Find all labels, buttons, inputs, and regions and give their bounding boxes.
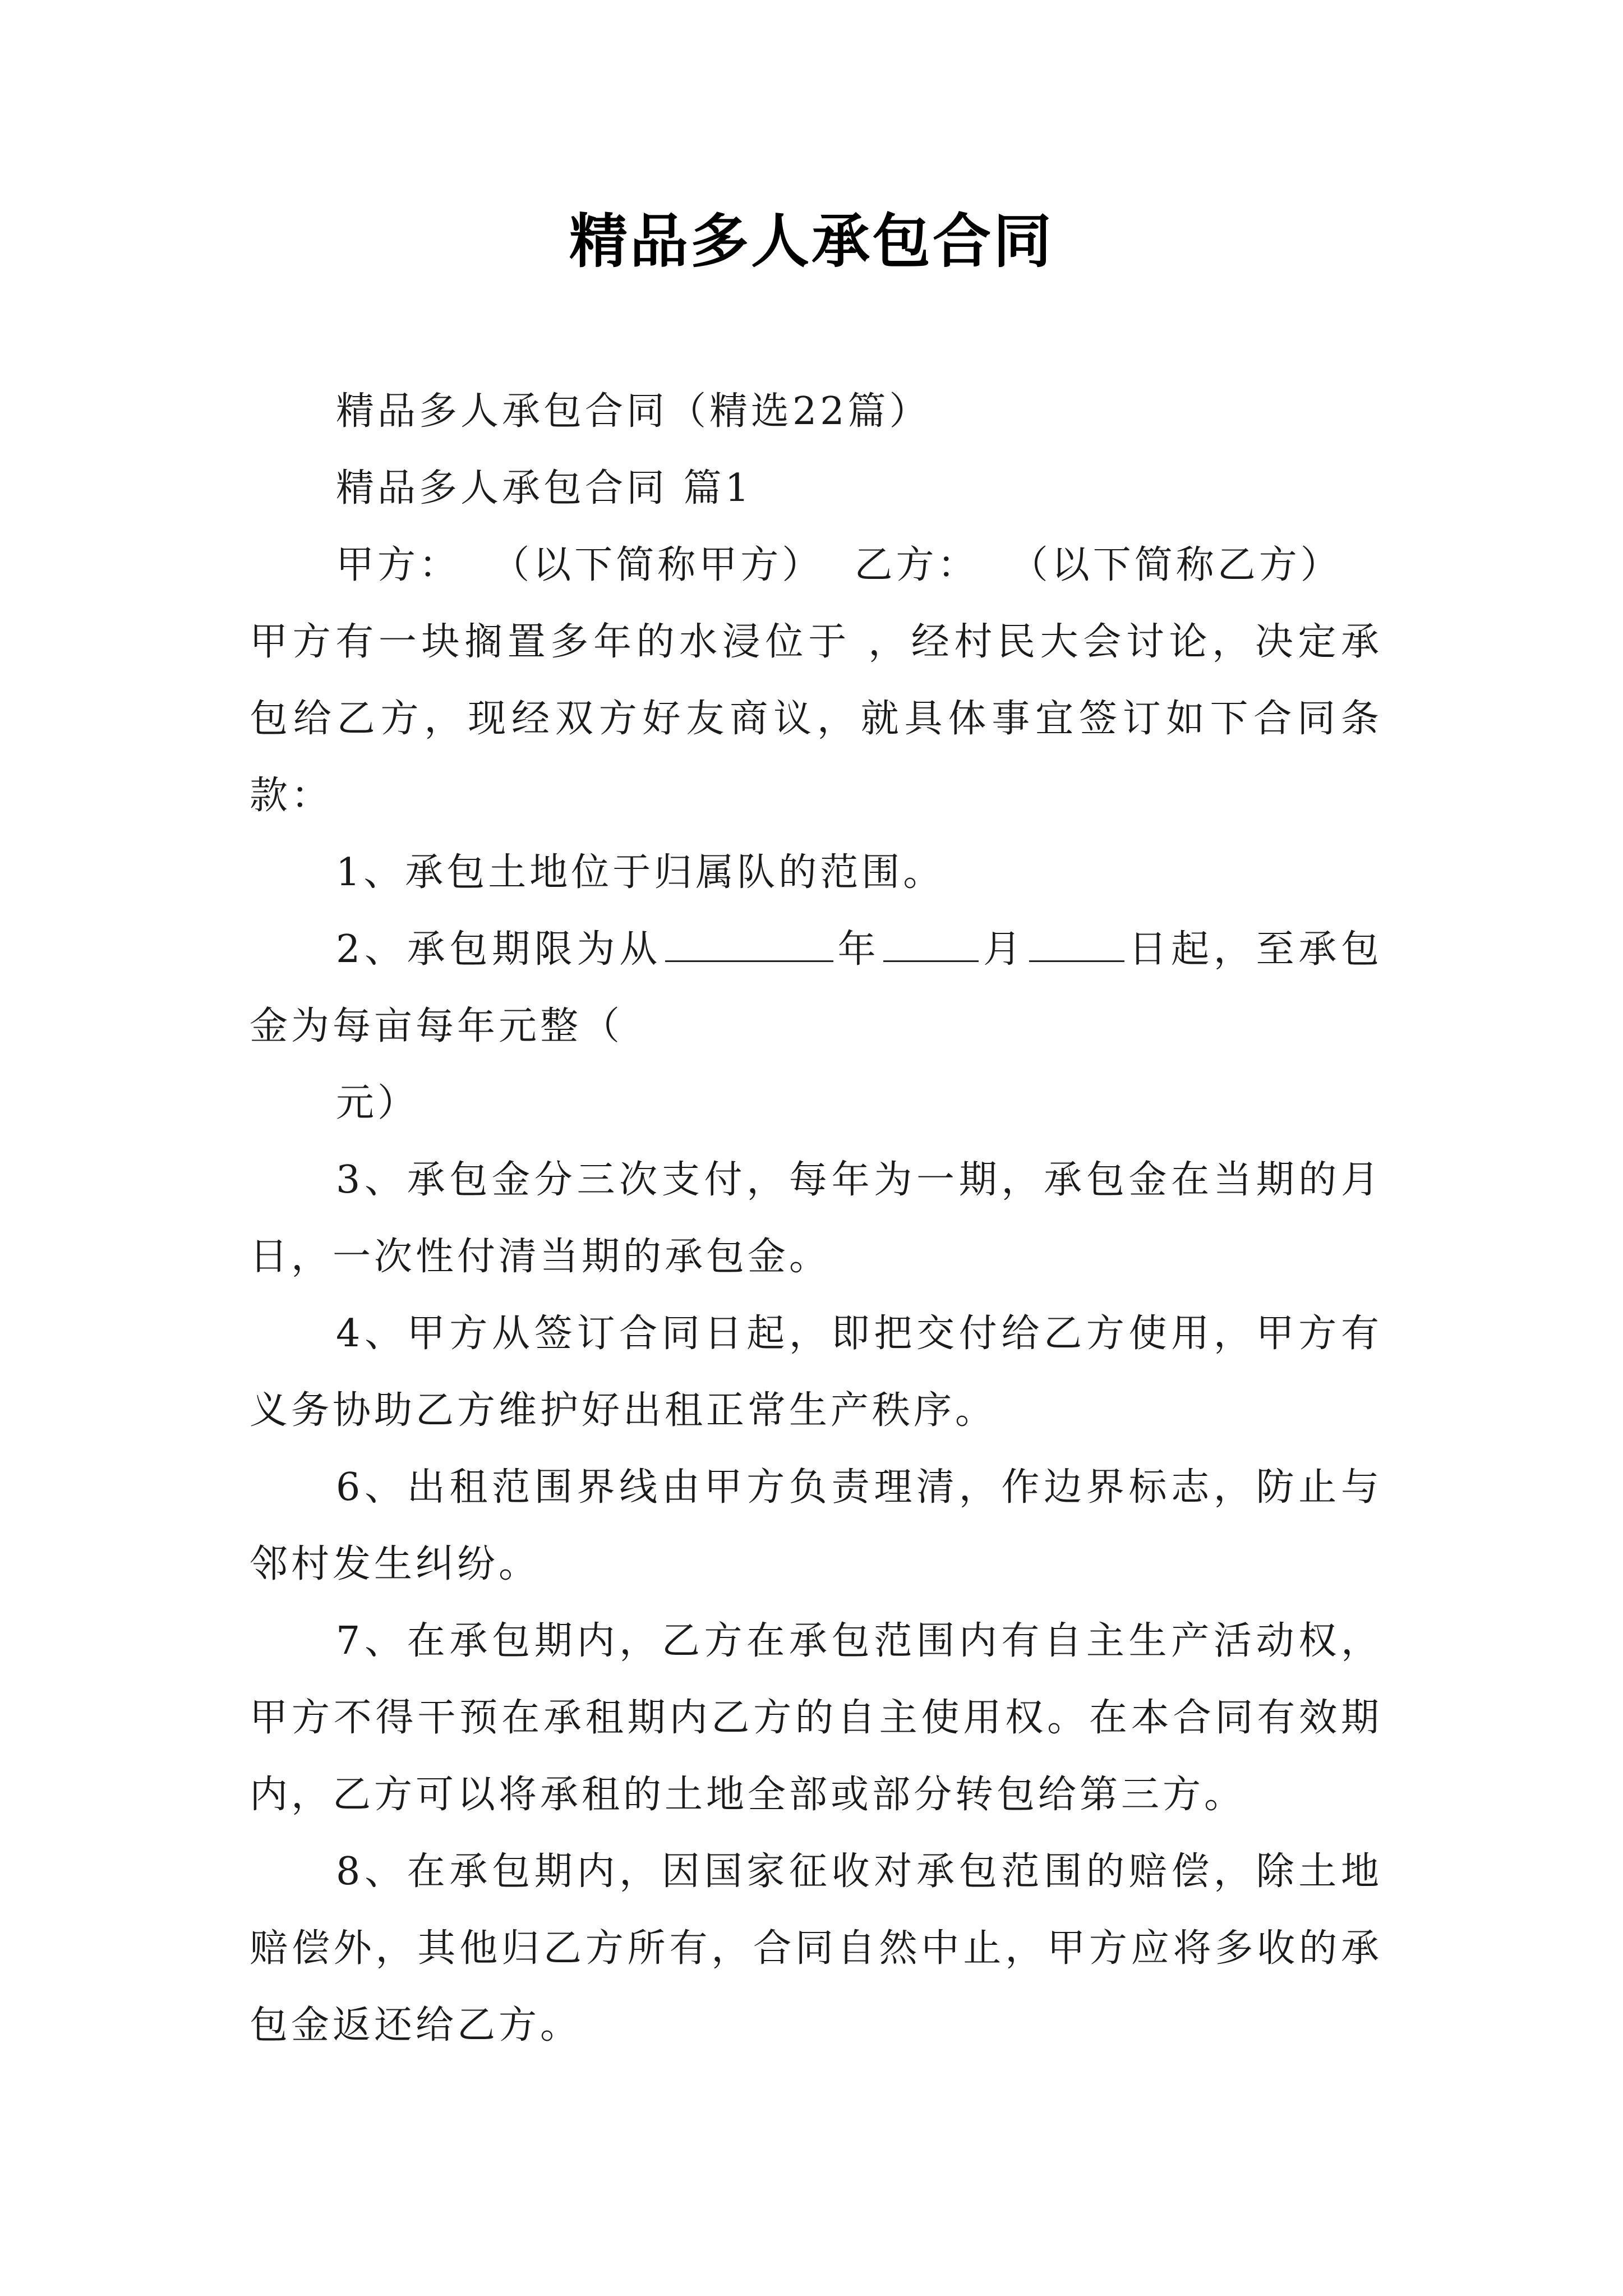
clause-6: 6、出租范围界线由甲方负责理清，作边界标志，防止与邻村发生纠纷。 [250, 1465, 1382, 1586]
document-body [250, 373, 1382, 2064]
day-blank [1029, 927, 1124, 962]
clause-4: 4、甲方从签订合同日起，即把交付给乙方使用，甲方有义务协助乙方维护好出租正常生产秩序。 [250, 1312, 1382, 1433]
clause-2-text-a: 2、承包期限为从 [336, 927, 662, 972]
clause-2-text-b: 日起，至承包金为每亩每年元整（ [250, 927, 1382, 1048]
intro-paragraph: 甲方有一块搁置多年的水浸位于 ，经村民大会讨论，决定承包给乙方，现经双方好友商议，就具体事宜签订如下合同条款： [250, 620, 1382, 818]
clause-2-month-label: 月 [982, 927, 1026, 972]
clause-2 [250, 911, 1382, 1065]
clause-7: 7、在承包期内，乙方在承包范围内有自主生产活动权，甲方不得干预在承租期内乙方的自主使用权。在本合同有效期内，乙方可以将承租的土地全部或部分转包给第三方。 [250, 1619, 1382, 1817]
clause-8: 8、在承包期内，因国家征收对承包范围的赔偿，除土地赔偿外，其他归乙方所有，合同自然中止，甲方应将多收的承包金返还给乙方。 [250, 1849, 1382, 2047]
parties-line: 甲方： （以下简称甲方） 乙方： （以下简称乙方） [336, 543, 1342, 587]
clause-1: 1、承包土地位于归属队的范围。 [336, 850, 945, 895]
clause-3: 3、承包金分三次支付，每年为一期，承包金在当期的月日，一次性付清当期的承包金。 [250, 1158, 1382, 1279]
month-blank [883, 927, 979, 962]
clause-2-continued: 元） [336, 1081, 419, 1125]
year-blank [665, 927, 833, 962]
clause-2-year-label: 年 [836, 927, 880, 972]
subtitle-line: 精品多人承包合同（精选22篇） [336, 389, 931, 434]
section-heading: 精品多人承包合同 篇1 [336, 466, 753, 510]
document-title: 精品多人承包合同 [569, 206, 1054, 275]
